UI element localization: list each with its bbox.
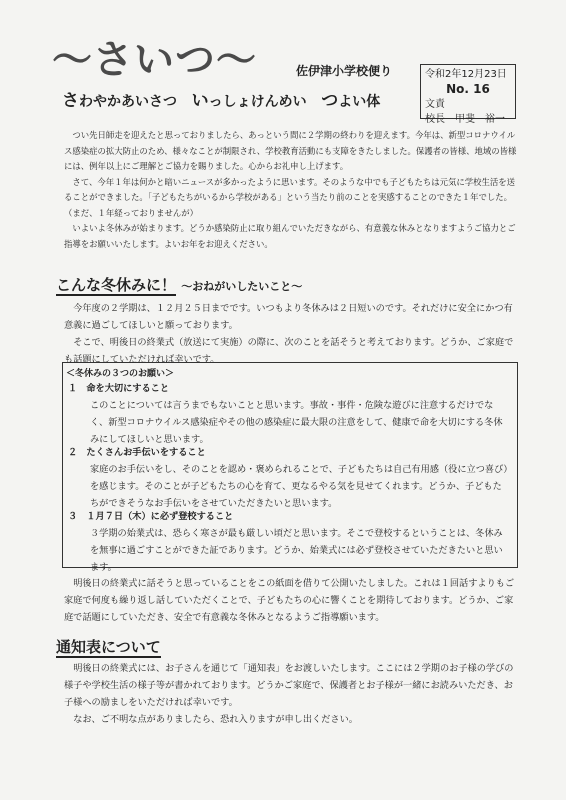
intro-paragraph: つい先日師走を迎えたと思っておりましたら、あっという間に２学期の終わりを迎えます。今年は、新型コロナウイルス感染症の拡大防止のため、様々なことが制限され、学校教育活動にも支障をきたしました。保護者の皆様、地域の皆様には、例年以上にご理解とご協力を賜りました。心からお礼申し上げます。	[64, 130, 517, 171]
intro-text	[64, 128, 518, 252]
request-item	[68, 444, 508, 512]
request-text: このことについては言うまでもないことと思います。事故・事件・危険な遊びに注意するだけでなく、新型コロナウイルス感染症やその他の感染症に最大限の注意をして、健康で命を大切にする冬休みにしてほしいと思います。	[90, 400, 503, 445]
request-heading: １ 命を大切にすること	[68, 383, 170, 394]
report-card-text	[64, 660, 518, 728]
issue-number: No. 16	[446, 82, 490, 96]
slogan-initial-tsu: つ	[321, 91, 339, 111]
issue-date: 令和2年12月23日	[425, 69, 507, 80]
request-text: 家庭のお手伝いをし、そのことを認め・褒められることで、子どもたちは自己有用感（役に立つ喜び）を感じます。そのことが子どもたちの心を育て、更なるやる気を見せてくれます。どうか、子どもたちができそうなお手伝いをさせていただきたいと思います。	[90, 464, 508, 509]
section-heading-text: 通知表について	[56, 638, 161, 656]
section-heading-report-card	[56, 636, 161, 657]
requests-box-title: ＜冬休みの３つのお願い＞	[66, 369, 175, 379]
slogan-part-sa: わやかあいさつ	[79, 94, 177, 110]
request-item	[68, 380, 508, 448]
slogan-initial-i: い	[191, 91, 209, 111]
intro-paragraph: さて、今年１年は何かと暗いニュースが多かったように思います。そのような中でも子どもたちは元気に学校生活を送ることができました。「子どもたちがいるから学校がある」という当たり前のことを実感することのできた１年でした。（まだ、１年経っておりませんが）	[64, 176, 516, 218]
section-heading-winter-break	[56, 274, 302, 295]
newsletter-title: 〜さいつ〜	[52, 37, 257, 83]
closing-paragraph: 明後日の終業式に話そうと思っていることをこの紙面を借りて公開いたしました。これは１回話すよりもご家庭で何度も繰り返し話していただくことで、子どもたちの心に響くことを期待しております。どうか、ご家庭で話題にしていただき、安全で有意義な冬休みとなるようご指導願います。	[64, 578, 515, 623]
report-card-paragraph: 明後日の終業式には、お子さんを通じて「通知表」をお渡しいたします。ここには２学期のお子様の学びの様子や学校生活の様子等が書かれております。どうかご家庭で、保護者とお子様が一緒にお読みいただき、お子様への励ましをいただければ幸いです。	[64, 663, 514, 708]
slogan-part-i: っしょけんめい	[208, 94, 307, 110]
section-subheading: 〜おねがいしたいこと〜	[181, 280, 303, 293]
section-heading-text: こんな冬休みに！	[56, 276, 177, 294]
issue-info-box	[420, 64, 516, 125]
intro-paragraph: いよいよ冬休みが始まります。どうか感染防止に取り組んでいただきながら、有意義な休みとなりますようご協力とご指導をお願いいたします。よいお年をお迎えください。	[64, 223, 516, 249]
responsible-label: 文責	[425, 99, 445, 110]
section-paragraph: そこで、明後日の終業式（放送にて実施）の際に、次のことを話そうと考えております。どうか、ご家庭でも話題にしていただければ幸いです。	[64, 337, 514, 365]
school-name: 佐伊津小学校便り	[296, 64, 393, 78]
request-heading: ２ たくさんお手伝いをすること	[68, 447, 206, 458]
section-paragraph: 今年度の２学期は、１２月２５日までです。いつもより冬休みは２日短いのです。それだけに安全にかつ有意義に過ごしてほしいと願っております。	[64, 303, 513, 331]
request-heading: ３ １月７日（木）に必ず登校すること	[68, 511, 234, 522]
principal-name: 校長 甲斐 裕一	[425, 114, 505, 125]
request-text: ３学期の始業式は、恐らく寒さが最も厳しい頃だと思います。そこで登校するということは、冬休みを無事に過ごすことができた証であります。どうか、始業式には必ず登校させていただきたいと思います。	[90, 528, 503, 573]
slogan-initial-sa: さ	[62, 91, 79, 111]
report-card-paragraph: なお、ご不明な点がありましたら、恐れ入りますが申し出ください。	[73, 714, 358, 725]
slogan-part-tsu: よい体	[338, 94, 381, 110]
slogan	[62, 86, 380, 111]
section-body	[64, 300, 518, 368]
closing-text	[64, 575, 518, 626]
request-item	[68, 508, 508, 576]
